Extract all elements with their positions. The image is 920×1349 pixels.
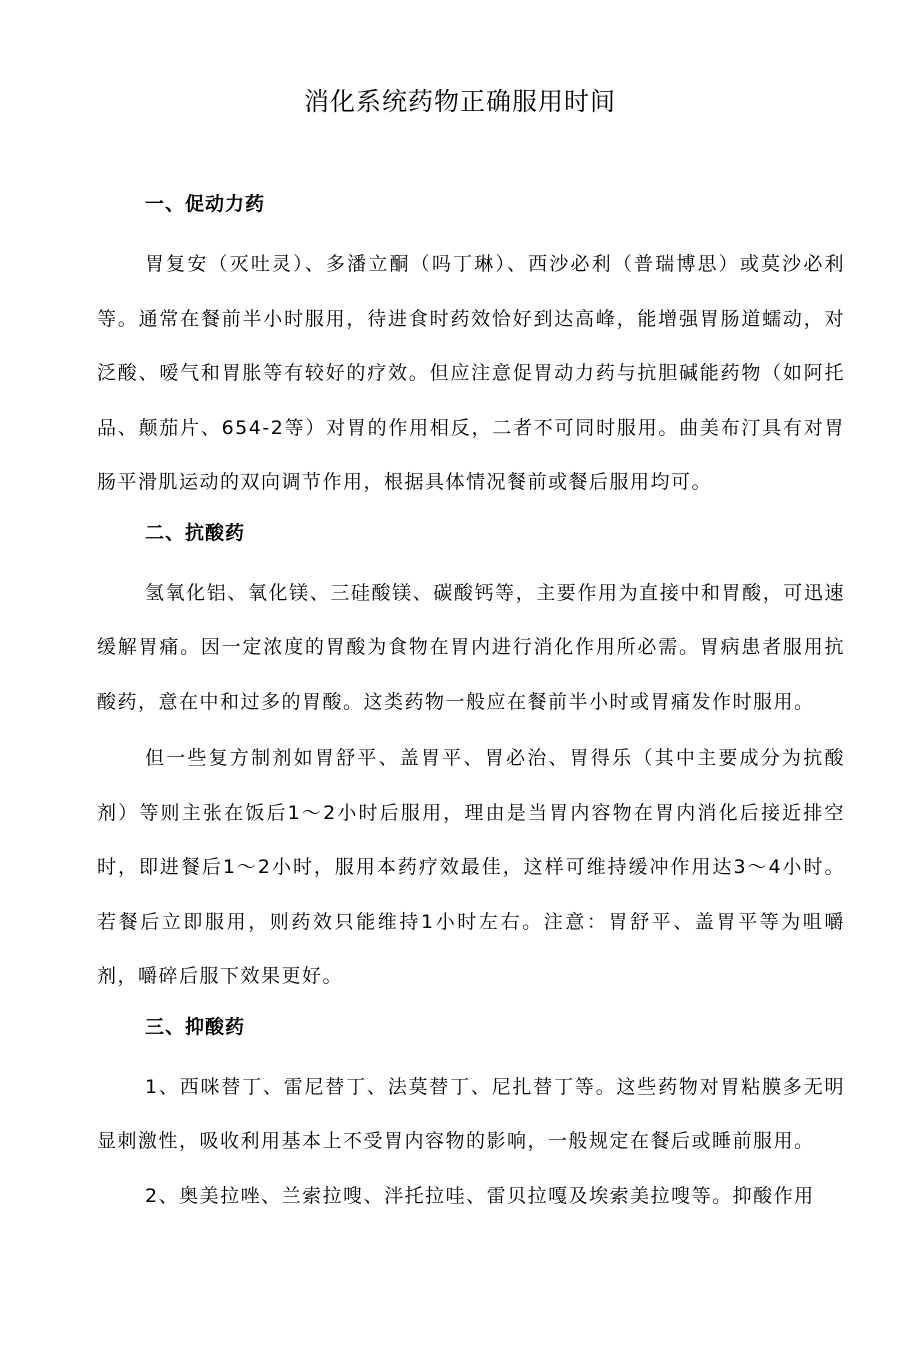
paragraph-antacids: 氢氧化铝、氧化镁、三硅酸镁、碳酸钙等，主要作用为直接中和胃酸，可迅速缓解胃痛。因一定浓度的胃酸为食物在胃内进行消化作用所必需。胃病患者服用抗酸药，意在中和过多的胃酸。这类药物一般应在餐前半小时或胃痛发作时服用。 [97,581,845,713]
paragraph-prokinetics: 胃复安（灭吐灵）、多潘立酮（吗丁琳）、西沙必利（普瑞博思）或莫沙必利等。通常在餐前半小时服用，待进食时药效恰好到达高峰，能增强胃肠道蠕动，对泛酸、嗳气和胃胀等有较好的疗效。但应注意促胃动力药与抗胆碱能药物（如阿托品、颠茄片、654-2等）对胃的作用相反，二者不可同时服用。曲美布汀具有对胃肠平滑肌运动的双向调节作用，根据具体情况餐前或餐后服用均可。 [97,253,845,493]
page-title: 消化系统药物正确服用时间 [303,87,616,116]
paragraph-compound-antacids: 但一些复方制剂如胃舒平、盖胃平、胃必治、胃得乐（其中主要成分为抗酸剂）等则主张在饭后1～2小时后服用，理由是当胃内容物在胃内消化后接近排空时，即进餐后1～2小时，服用本药疗效最佳，这样可维持缓冲作用达3～4小时。若餐后立即服用，则药效只能维持1小时左右。注意：胃舒平、盖胃平等为咀嚼剂，嚼碎后服下效果更好。 [97,747,845,987]
section-heading-acid-suppressants: 三、抑酸药 [145,1015,246,1038]
paragraph-h2-blockers: 1、西咪替丁、雷尼替丁、法莫替丁、尼扎替丁等。这些药物对胃粘膜多无明显刺激性，吸收利用基本上不受胃内容物的影响，一般规定在餐后或睡前服用。 [97,1075,845,1152]
document-body [97,183,845,1223]
section-heading-antacids: 二、抗酸药 [145,521,246,544]
paragraph-ppi: 2、奥美拉唑、兰索拉嗖、泮托拉哇、雷贝拉嘎及埃索美拉嗖等。抑酸作用 [145,1184,815,1207]
section-heading-prokinetics: 一、促动力药 [145,193,266,215]
